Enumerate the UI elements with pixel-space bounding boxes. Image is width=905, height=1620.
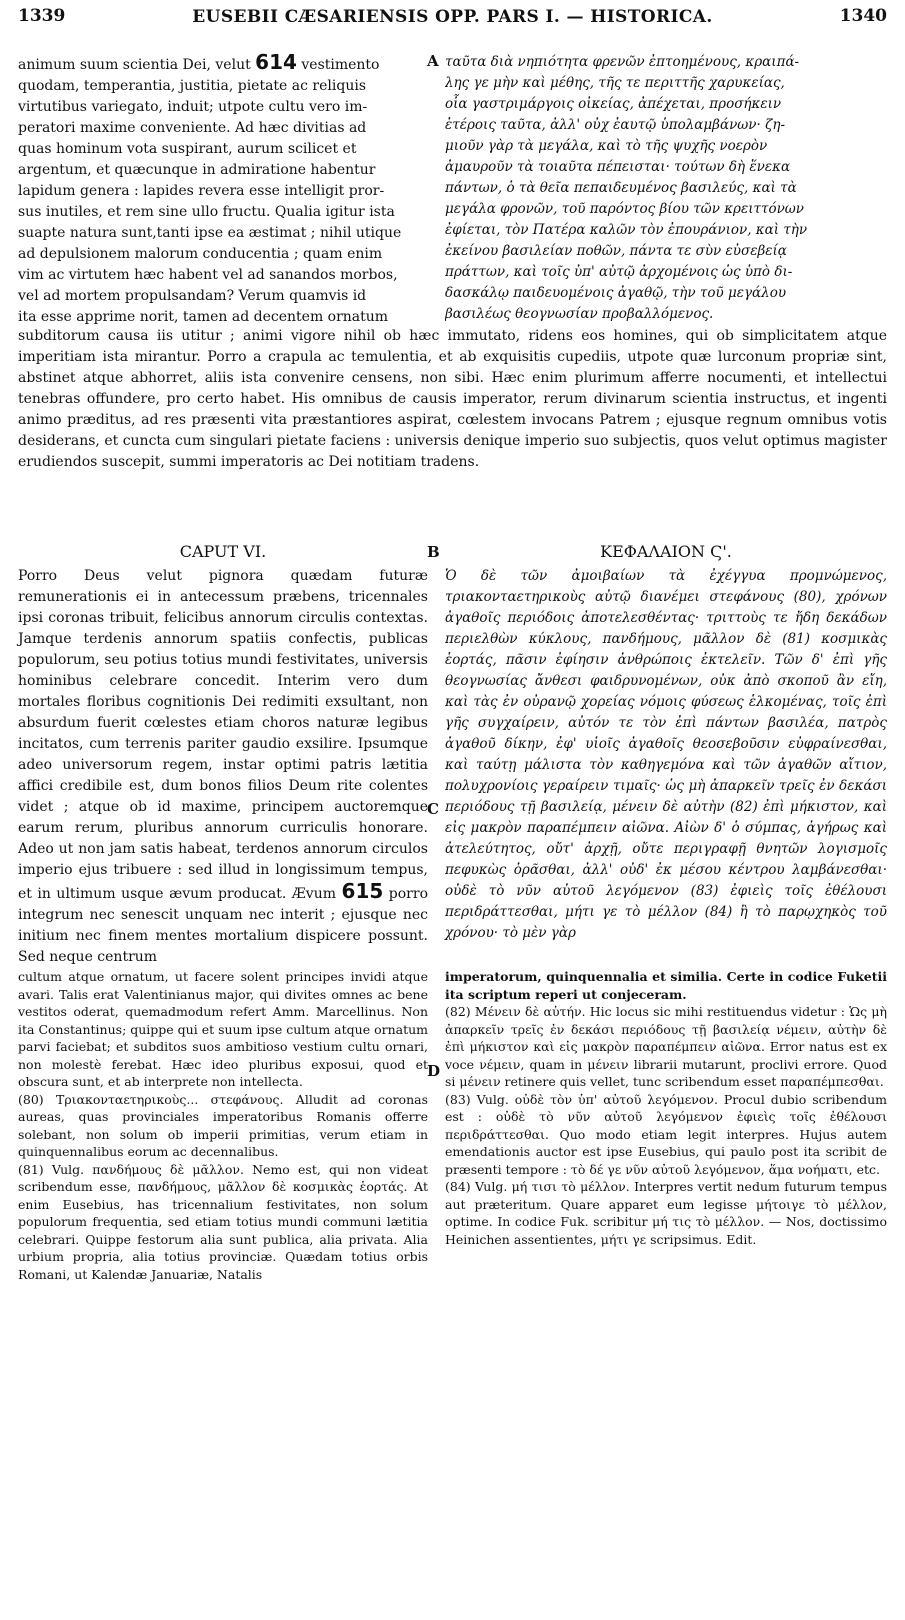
- top-latin-line: sus inutiles, et rem sine ullo fructu. Qualia igitur ista: [18, 204, 395, 220]
- top-latin-line: argentum, et quæcunque in admiratione habentur: [18, 162, 376, 178]
- page-number-left: 1339: [18, 6, 66, 26]
- top-latin-line: ad depulsionem malorum conducentia ; quam enim: [18, 246, 383, 262]
- greek-chapter-heading-wrap: [445, 540, 887, 564]
- chapter-latin-text-a: Porro Deus velut pignora quædam futuræ remunerationis ei in antecessum præbens, tricennales ipsi coronas tribuit, felicibus annorum circulis contextas. Jamque terdenis annorum spatiis confectis, publicas populorum, seu potius totius mundi festivitates, universis hominibus celebrare concedit. Interim vero dum mortales floribus cognitionis Dei redimiti exsultant, non absurdum fuerit cœlestes etiam choros naturæ legibus incitatos, cum terrenis pariter gaudio exsilire. Ipsumque adeo universorum regem, instar optimi patris lætitia affici credibile est, dum bonos filios Deum rite colentes videt ; atque ob id maxime, principem auctoremque earum rerum, pluribus annorum curriculis honorare. Adeo ut non jam satis habeat, terdenos annorum circulos imperio ejus tribuere : sed illud in longissimum tempus, et in ultimum usque ævum producat.: [18, 568, 428, 902]
- note-81-continuation: imperatorum, quinquennalia et similia. Certe in codice Fuketii ita scriptum reperi ut conjeceram.: [445, 969, 887, 1002]
- top-latin-line: suapte natura sunt,tanti ipse ea æstimat ; nihil utique: [18, 225, 402, 241]
- running-title: EUSEBII CÆSARIENSIS OPP. PARS I. — HISTORICA.: [192, 7, 713, 27]
- note-81: (81) Vulg. πανδήμους δὲ μᾶλλον. Nemo est, qui non videat scribendum esse, πανδήμους, μᾶλλον δὲ κοσμικὰς ἑορτάς. At enim Eusebius, has tricennalium festivitates, non solum populorum frequentia, sed etiam totius mundi communi lætitia celebrari. Quippe festorum alia sunt publica, alia privata. Alia urbium propria, alia totius provinciæ. Quædam totius orbis Romani, ut Kalendæ Januariæ, Natalis: [18, 1161, 428, 1282]
- note-82: (82) Μένειν δὲ αὐτήν. Hic locus sic mihi restituendus videtur : Ὡς μὴ ἀπαρκεῖν τρεῖς ἐν δεκάσι περιόδους τῇ βασιλείᾳ νέμειν, αὐτὴν δὲ ἐπὶ μήκιστον καὶ εἰς μακρὸν παραπέμπειν αἰῶνα. Error natus est ex voce νέμειν, quam in μένειν librarii mutarunt, proclivi errore. Quod si μένειν retinere quis vellet, tunc scribendum esset παραπέμπεσθαι.: [445, 1004, 887, 1089]
- top-latin-line: vel ad mortem propulsandam? Verum quamvis id: [18, 288, 367, 304]
- greek-chapter-heading: ΚΕΦΑΛΑΙΟΝ Ϛ'.: [600, 542, 732, 561]
- top-greek-line: λης γε μὴν καὶ μέθης, τῆς τε περιττῆς χαρυκείας,: [445, 75, 785, 91]
- top-greek-column: [445, 52, 887, 325]
- chapter-latin-text-b1: Ævum: [291, 886, 342, 902]
- top-greek-line: μεγάλα φρονῶν, τοῦ παρόντος βίου τῶν κρειττόνων: [445, 201, 805, 217]
- chapter-latin-text-b2: porro integrum nec senescit unquam nec interit ; ejusque nec initium nec finem mentes mortalium dispicere possunt. Sed neque centrum: [18, 886, 428, 965]
- chapter-latin-paragraph: [18, 566, 428, 968]
- page-number-right: 1340: [839, 6, 887, 26]
- margin-letter-d: D: [427, 1062, 441, 1080]
- latin-chapter-heading-wrap: [18, 540, 428, 564]
- top-greek-line: δασκάλῳ παιδευομένοις ἀγαθῷ, τὴν τοῦ μεγάλου: [445, 285, 787, 301]
- top-greek-line: μιοῦν γὰρ τὰ μεγάλα, καὶ τὸ τῆς ψυχῆς νοερὸν: [445, 138, 768, 154]
- chapter-greek-paragraph: Ὁ δὲ τῶν ἀμοιβαίων τὰ ἐχέγγυα προμνώμενος, τριακονταετηρικοὺς αὐτῷ διανέμει στεφάνους (80), χρόνων ἀγαθοῖς περιόδοις ἀποτελεσθέντας· τριττοὺς τε ἤδη δεκάδων περιελθὼν κύκλους, πανδήμους, μᾶλλον δὲ (81) κοσμικὰς ἑορτάς, πᾶσιν ἐφίησιν ἀνθρώποις ἐκτελεῖν. Τῶν δ' ἐπὶ γῆς θεογνωσίας ἄνθεσι φαιδρυνομένων, οὐκ ἀπὸ σκοποῦ ἂν εἴη, καὶ τὰς ἐν οὐρανῷ χορείας νόμοις φύσεως ἑλκομένας, τοῖς ἐπὶ γῆς συγχαίρειν, αὐτόν τε τὸν ἐπὶ πάντων βασιλέα, πατρὸς ἀγαθοῦ δίκην, ἐφ' υἱοῖς ἀγαθοῖς θεοσεβοῦσιν εὐφραίνεσθαι, καὶ ταύτῃ μάλιστα τὸν καθηγεμόνα καὶ τῶν ἀγαθῶν αἴτιον, πολυχρονίοις γεραίρειν τιμαῖς· ὡς μὴ ἀπαρκεῖν τρεῖς ἐν δεκάσι περιόδους τῇ βασιλείᾳ, μένειν δὲ αὐτὴν (82) ἐπὶ μήκιστον, καὶ εἰς μακρὸν παραπέμπειν αἰῶνα. Αἰὼν δ' ὁ σύμπας, ἀγήρως καὶ ἀτελεύτητος, οὔτ' ἀρχῇ, οὔτε περιγραφῇ θνητῶν λογισμοῖς πεφυκὼς ὁρᾶσθαι, ἀλλ' οὐδ' ἐκ μέσου κέντρου λαμβάνεσθαι· οὐδὲ τὸ νῦν αὐτοῦ λεγόμενον (83) ἐφιεὶς τοῖς ἐθέλουσι περιδράττεσθαι, μήτι γε τὸ μέλλον (84) ἢ τὸ παρῳχηκὸς τοῦ χρόνου· τὸ μὲν γὰρ: [445, 568, 887, 941]
- note-84: (84) Vulg. μή τισι τὸ μέλλον. Interpres vertit nedum futurum tempus aut præteritum. Quare apparet eum legisse μήτοιγε τὸ μέλλον, optime. In codice Fuk. scribitur μή τις τὸ μέλλον. — Nos, doctissimo Heinichen assentientes, μήτι γε scripsimus. Edit.: [445, 1179, 887, 1247]
- top-greek-line: πράττων, καὶ τοῖς ὑπ' αὐτῷ ἀρχομένοις ὡς ὑπὸ δι-: [445, 264, 793, 280]
- top-latin-line: [18, 52, 428, 76]
- page-header: [0, 6, 905, 32]
- top-latin-line: ita esse apprime norit, tamen ad decentem ornatum: [18, 309, 389, 325]
- top-latin-line-part: animum suum scientia Dei, velut: [18, 57, 256, 73]
- note-left-continuation: cultum atque ornatum, ut facere solent principes invidi atque avari. Talis erat Valentinianus major, qui divites omnes ac bene vestitos oderat, quemadmodum refert Amm. Marcellinus. Non ita Constantinus; quippe qui et suum ipse cultum atque ornatum parvi faciebat; et subditos suos ambitioso vestium cultu ornari, non molestè ferebat. Hæc ideo pluribus exposui, quod et obscura sunt, et ab interprete non intellecta.: [18, 969, 428, 1089]
- top-greek-line: ἑτέροις ταῦτα, ἀλλ' οὐχ ἑαυτῷ ὑπολαμβάνων· ζη-: [445, 117, 786, 133]
- note-80: (80) Τριακονταετηρικοὺς... στεφάνους. Alludit ad coronas aureas, quas provinciales imperatoribus Romanis offerre solebant, non solum ob imperii primitias, verum etiam in quinquennalibus eorum ac decennalibus.: [18, 1091, 428, 1159]
- top-latin-line: peratori maxime conveniente. Ad hæc divitias ad: [18, 120, 367, 136]
- notes-right-column: [445, 968, 887, 1248]
- chapter-latin-column: [18, 566, 428, 968]
- note-83: (83) Vulg. οὐδὲ τὸν ὑπ' αὐτοῦ λεγόμενον. Procul dubio scribendum est : οὐδὲ τὸ νῦν αὐτοῦ λεγόμενον ἐφιεὶς τοῖς ἐθέλουσι περιδράττεσθαι. Quo modo etiam legit interpres. Hujus autem emendationis auctor est ipse Eusebius, qui paulo post ita scribit de præsenti tempore : τὸ δέ γε νῦν αὐτοῦ λεγόμενον, ἅμα νοήματι, etc.: [445, 1091, 887, 1177]
- top-greek-line: πάντων, ὁ τὰ θεῖα πεπαιδευμένος βασιλεύς, καὶ τὰ: [445, 180, 797, 196]
- top-greek-line: ἐφίεται, τὸν Πατέρα καλῶν τὸν ἐπουράνιον, καὶ τὴν: [445, 222, 808, 238]
- top-latin-line: virtutibus variegato, induit; utpote cultu vero im-: [18, 99, 368, 115]
- margin-letter-a: A: [427, 52, 439, 70]
- full-width-text: [18, 326, 887, 473]
- top-greek-line: βασιλέως θεογνωσίαν προβαλλόμενος.: [445, 306, 714, 322]
- top-latin-line: quodam, temperantia, justitia, pietate ac reliquis: [18, 78, 366, 94]
- margin-letter-c: C: [427, 800, 439, 818]
- chapter-greek-column: [445, 566, 887, 944]
- top-latin-line: quas hominum vota suspirant, aurum scilicet et: [18, 141, 357, 157]
- top-latin-column: [18, 52, 428, 328]
- column-number-615: 615: [341, 879, 384, 903]
- notes-left-column: [18, 968, 428, 1283]
- column-number-614: 614: [255, 52, 297, 74]
- latin-chapter-heading: CAPUT VI.: [179, 542, 267, 561]
- top-latin-line: vim ac virtutem hæc habent vel ad sanandos morbos,: [18, 267, 398, 283]
- margin-letter-b: B: [427, 543, 440, 561]
- top-greek-line: ταῦτα διὰ νηπιότητα φρενῶν ἐπτοημένους, κραιπά-: [445, 54, 800, 70]
- full-width-paragraph: subditorum causa iis utitur ; animi vigore nihil ob hæc immutato, ridens eos homines, qui ob simplicitatem atque imperitiam ista mirantur. Porro a crapula ac temulentia, et ab exquisitis cupediis, utpote quæ lurconum propriæ sint, abstinet atque abhorret, aliis ista convenire censens, non sibi. Hæc enim plurimum afferre nocumenti, et intellectui tenebras offundere, pro certo habet. His omnibus de causis imperator, rerum divinarum scientia instructus, et ingenti animo præditus, ad res præsenti vita præstantiores aspirat, cœlestem invocans Patrem ; ejusque regnum omnibus votis desiderans, et cuncta cum singulari pietate faciens : universis denique imperio suo subjectis, quos velut optimus magister erudiendos suscepit, summi imperatoris ac Dei notitiam tradens.: [18, 328, 887, 470]
- top-greek-line: ἐκείνου βασιλείαν ποθῶν, πάντα τε σὺν εὐσεβείᾳ: [445, 243, 787, 259]
- top-latin-line: lapidum genera : lapides revera esse intelligit pror-: [18, 183, 385, 199]
- top-greek-line: οἷα γαστριμάργοις οἰκείας, ἀπέχεται, προσήκειν: [445, 96, 782, 112]
- top-greek-line: ἀμαυροῦν τὰ τοιαῦτα πέπεισται· τούτων δὴ ἕνεκα: [445, 159, 791, 175]
- top-latin-line-part: vestimento: [296, 57, 380, 73]
